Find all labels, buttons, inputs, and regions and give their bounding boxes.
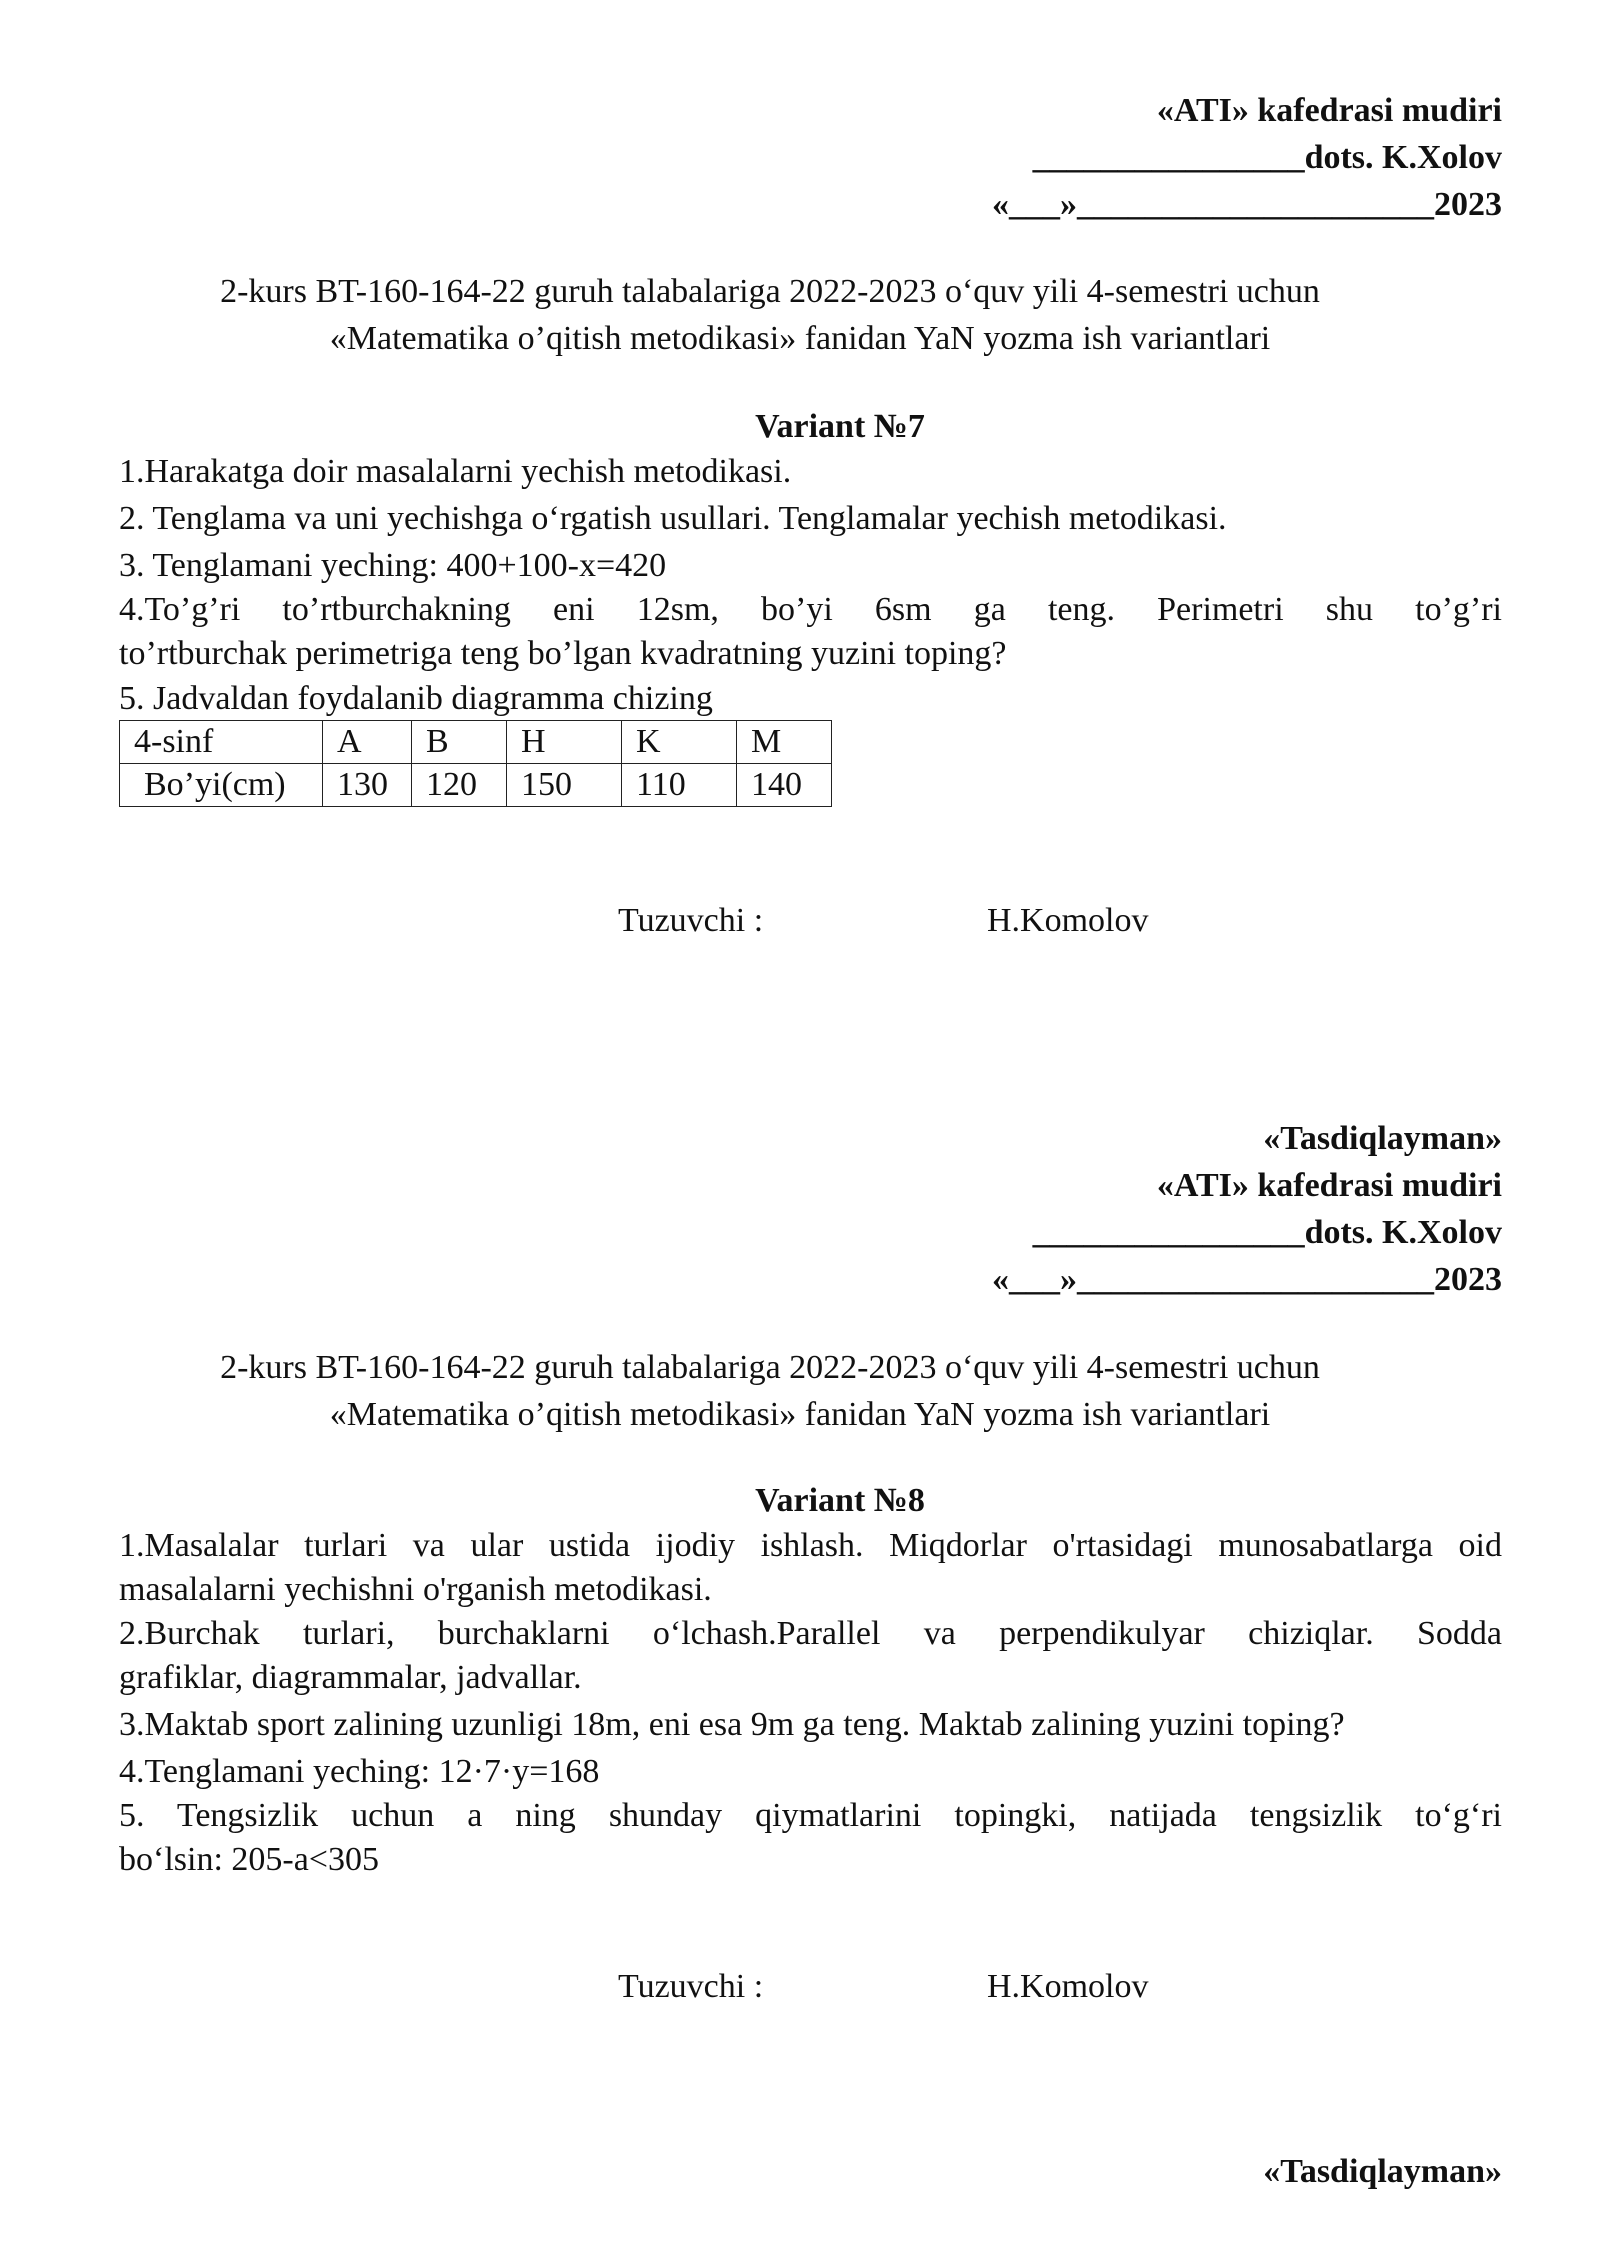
question-5: 5. Jadvaldan foydalanib diagramma chizing xyxy=(119,680,713,717)
table-cell: Bo’yi(cm) xyxy=(120,764,323,807)
question-4-line-2: to’rtburchak perimetriga teng bo’lgan kvadratning yuzini toping? xyxy=(119,635,1007,672)
intro-line-1: 2-kurs BT-160-164-22 guruh talabalariga 2022-2023 o‘quv yili 4-semestri uchun xyxy=(220,1349,1320,1386)
table-cell: A xyxy=(323,721,412,764)
question-4 xyxy=(119,588,1502,676)
table-cell: B xyxy=(412,721,507,764)
approval-stamp: «Tasdiqlayman» xyxy=(1263,2153,1502,2190)
question-3: 3.Maktab sport zalining uzunligi 18m, eni esa 9m ga teng. Maktab zalining yuzini toping? xyxy=(119,1706,1345,1743)
approval-stamp: «Tasdiqlayman» xyxy=(1263,1120,1502,1157)
date-line: «___»_____________________2023 xyxy=(992,186,1502,223)
question-1-line-1: 1.Masalalar turlari va ular ustida ijodiy ishlash. Miqdorlar o'rtasidagi munosabatlarga oid xyxy=(119,1527,1502,1564)
composer-label: Tuzuvchi : xyxy=(618,1968,764,2005)
table-cell: 130 xyxy=(323,764,412,807)
composer-label: Tuzuvchi : xyxy=(618,902,764,939)
signature-line: ________________dots. K.Xolov xyxy=(1032,139,1502,176)
intro-line-1: 2-kurs BT-160-164-22 guruh talabalariga 2022-2023 o‘quv yili 4-semestri uchun xyxy=(220,273,1320,310)
data-table xyxy=(119,720,832,807)
question-5-line-1: 5. Tengsizlik uchun a ning shunday qiymatlarini topingki, natijada tengsizlik to‘g‘ri xyxy=(119,1797,1502,1834)
composer-name: H.Komolov xyxy=(987,902,1149,939)
question-2-line-1: 2.Burchak turlari, burchaklarni o‘lchash.Parallel va perpendikulyar chiziqlar. Sodda xyxy=(119,1615,1502,1652)
question-1 xyxy=(119,1524,1502,1612)
question-2: 2. Tenglama va uni yechishga o‘rgatish usullari. Tenglamalar yechish metodikasi. xyxy=(119,500,1227,537)
question-3: 3. Tenglamani yeching: 400+100-x=420 xyxy=(119,547,667,584)
question-2 xyxy=(119,1612,1502,1700)
question-5-line-2: bo‘lsin: 205-a<305 xyxy=(119,1841,379,1878)
table-cell: 4-sinf xyxy=(120,721,323,764)
dept-head-line: «ATI» kafedrasi mudiri xyxy=(1156,92,1502,129)
question-4-line-1: 4.To’g’ri to’rtburchakning eni 12sm, bo’yi 6sm ga teng. Perimetri shu to’g’ri xyxy=(119,591,1502,628)
table-cell: 110 xyxy=(622,764,737,807)
question-5 xyxy=(119,1794,1502,1882)
intro-line-2: «Matematika o’qitish metodikasi» fanidan YaN yozma ish variantlari xyxy=(329,1396,1271,1433)
variant-title: Variant №7 xyxy=(755,408,925,445)
table-cell: M xyxy=(737,721,832,764)
table-row-values xyxy=(120,764,832,807)
dept-head-line: «ATI» kafedrasi mudiri xyxy=(1156,1167,1502,1204)
table-cell: 120 xyxy=(412,764,507,807)
question-1-line-2: masalalarni yechishni o'rganish metodikasi. xyxy=(119,1571,712,1608)
question-1: 1.Harakatga doir masalalarni yechish metodikasi. xyxy=(119,453,792,490)
table-cell: H xyxy=(507,721,622,764)
table-cell: 140 xyxy=(737,764,832,807)
table-row-header xyxy=(120,721,832,764)
variant-title: Variant №8 xyxy=(755,1482,925,1519)
date-line: «___»_____________________2023 xyxy=(992,1261,1502,1298)
composer-name: H.Komolov xyxy=(987,1968,1149,2005)
question-4: 4.Tenglamani yeching: 12·7·y=168 xyxy=(119,1753,600,1790)
intro-line-2: «Matematika o’qitish metodikasi» fanidan YaN yozma ish variantlari xyxy=(329,320,1271,357)
signature-line: ________________dots. K.Xolov xyxy=(1032,1214,1502,1251)
question-2-line-2: grafiklar, diagrammalar, jadvallar. xyxy=(119,1659,582,1696)
table-cell: 150 xyxy=(507,764,622,807)
table-cell: K xyxy=(622,721,737,764)
